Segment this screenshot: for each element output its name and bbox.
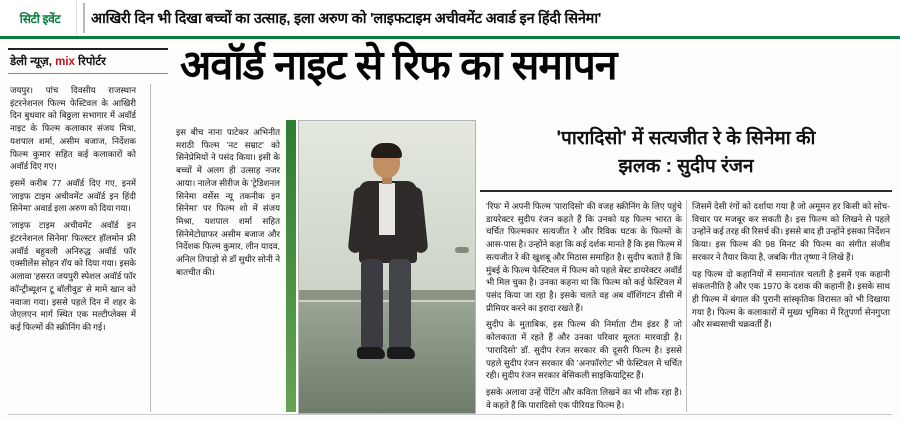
column-divider-1: [150, 84, 151, 412]
body-column-1: [10, 84, 136, 338]
paragraph: यह फिल्म दो कहानियों में समानांतर चलती है इसमें एक कहानी संकलनीति है और एक 1970 के दशक की कहानी है। इसके साथ ही फिल्म में बंगाल की पुरानी सांस्कृतिक विरासत को भी दिखाया गया है। फिल्म के कलाकारों में मुख्य भूमिका में रितुपर्णा सेनगुप्ता और सब्यसाची चक्रवर्ती हैं।: [692, 268, 890, 330]
sub-headline-line-1: 'पारादिसो' में सत्यजीत रे के सिनेमा की: [556, 128, 816, 149]
masthead-headline: आखिरी दिन भी दिखा बच्चों का उत्साह, इला अरुण को 'लाइफटाइम अचीवमेंट अवार्ड इन हिंदी सिनेमा': [91, 11, 602, 27]
paragraph: जयपुर। पांच दिवसीय राजस्थान इंटरनेशनल फिल्म फेस्टिवल के आखिरी दिन बुधवार को बिठ्ठला सभागार में अवॉर्ड नाइट के फिल्म कलाकार संजय मित्रा, यशपाल शर्मा, असीम बजाज, निर्देशक फिल्म कुमार सहित कई कलाकारों को अवॉर्ड दिए गए।: [10, 85, 136, 172]
photo-person-shoe-right: [387, 347, 415, 359]
paragraph: जिसमें देसी रंगों को दर्शाया गया है जो अमूमन हर किसी को सोच-विचार पर मजबूर कर सकती है। इस फिल्म को लिखने से पहले उन्होंने कई तरह की रिसर्च की। इससे बाद ही उन्होंने इसका निर्देशन किया। इस फिल्म की 98 मिनट की फिल्म का संगीत संजीव सरकार ने तैयार किया है, जबकि गीत तृष्णा ने लिखे हैं।: [692, 201, 890, 262]
page-title: अवॉर्ड नाइट से रिफ का समापन: [180, 42, 617, 88]
paragraph: सुदीप के मुताबिक, इस फिल्म की निर्माता टीम इंडर हैं जो कोलकाता में रहते हैं और उनका परिवार मूलतः मारवाड़ी है। 'पारादिसो' डॉ. सुदीप रंजन सरकार की दूसरी फिल्म है। इससे पहले सुदीप रंजन सरकार की 'अनफॉरगेट' भी फेस्टिवल में चर्चित रही। सुदीप रंजन सरकार बेसिकली साइकियाट्रिस्ट हैं।: [486, 319, 682, 381]
article-photo: [298, 120, 476, 414]
masthead: [0, 0, 900, 37]
body-column-4: [692, 200, 890, 335]
paragraph: इसमें करीब 77 अवॉर्ड दिए गए, इनमें 'लाइफ टाइम अचीवमेंट अवॉर्ड इन हिंदी सिनेमा' अवार्ड इला अरुण को दिया गया।: [10, 178, 136, 214]
sub-headline-rule: [480, 190, 892, 192]
photo-person-hair: [371, 143, 402, 158]
newspaper-logo-icon: [4, 1, 77, 35]
paragraph: 'लाइफ टाइम अचीवमेंट अवॉर्ड इन इंटरनेशनल सिनेमा' फिल्स्टर हॉलमोन फ्री अवॉर्ड बहुवली अनिरुद्ध अवॉर्ड फॉर एक्सीलेंस सोहन रॉय को दिया गया। इसके अलावा 'हसरत जयपुरी स्पेशल अवॉर्ड फॉर कॉन्ट्रीब्यूशन टू बॉलीवुड' से मामे खान को नवाजा गया। इससे पहले दिन में शहर के जेएलएन मार्ग स्थित एक मल्टीप्लेक्स में कई फिल्मों की स्क्रीनिंग की गई।: [10, 220, 136, 332]
paragraph: 'रिफ' में अपनी फिल्म 'पारादिसो' की वजह स्क्रीनिंग के लिए पहुंचे डायरेक्टर सुदीप रंजन कहते हैं कि उनको यह फिल्म भारत के चर्चित फिल्मकार सत्यजीत रे और रिविक घटक के फिल्मों के आस-पास है। उन्होंने कहा कि कई दर्शक मानते हैं कि इस फिल्म में सत्यजीत रे की खुशबू और मिठास समाहित है। सुदीप बताते हैं कि मुंबई के फिल्म फेस्टिवल में फिल्म को पहले बेस्ट डायरेक्टर अवॉर्ड भी मिल चुका है। उनका कहना था कि फिल्म को कई फेस्टिवल में पसंद किया जा रहा है। इसके चलते वह अब वॉशिंगटन डीसी में प्रीमियर करने का इरादा रखते हैं।: [486, 201, 682, 313]
photo-bench: [299, 290, 475, 300]
column-divider-2: [686, 200, 687, 412]
photo-person-shirt: [379, 183, 395, 235]
sub-headline-line-2: झलक : सुदीप रंजन: [618, 155, 754, 177]
paragraph: इस बीच नाना पाटेकर अभिनीत मराठी फिल्म 'नट सम्राट' को सिनेप्रेमियों ने पसंद किया। इसी के बच्चों में अलग ही उत्साह नजर आया। नालेज सीरीज के 'ट्रेडिशनल सिनेमा वर्सेस न्यू तकनीक इन सिनेमा' पर फिल्म शो में संजय मिश्रा, यशपाल शर्मा सहित सिनेमेटोग्राफर असीम बजाज और निर्देशक फिल्म कुमार, लीन यादव, अनिल तिपाड़ो से डॉ सुधीर सोनी ने बातचीत की।: [176, 127, 280, 277]
body-column-3: [486, 200, 682, 416]
masthead-accent-rule: [0, 36, 900, 39]
body-column-2: [176, 126, 280, 283]
byline: [8, 48, 168, 74]
byline-highlight: mix: [55, 56, 75, 68]
photo-person-shoe-left: [357, 347, 385, 359]
page-bottom-rule: [8, 414, 892, 415]
byline-publication: डेली न्यूज़,: [10, 56, 52, 68]
paragraph: इसके अलावा उन्हें पेंटिंग और कविता लिखने का भी शौक रहा है। वे कहते हैं कि पारादिसो एक पीरियड फिल्म है।: [486, 387, 682, 410]
sub-headline: [480, 126, 892, 179]
photo-person-leg-right: [389, 259, 411, 351]
byline-text: [10, 54, 168, 69]
decorative-green-strip: [286, 120, 296, 412]
byline-role: रिपोर्टर: [78, 56, 106, 68]
photo-person-leg-left: [361, 259, 383, 351]
masthead-logo-text: सिटी इवेंट: [19, 11, 61, 26]
photo-object-cap: [455, 247, 469, 253]
masthead-divider: [83, 3, 85, 33]
